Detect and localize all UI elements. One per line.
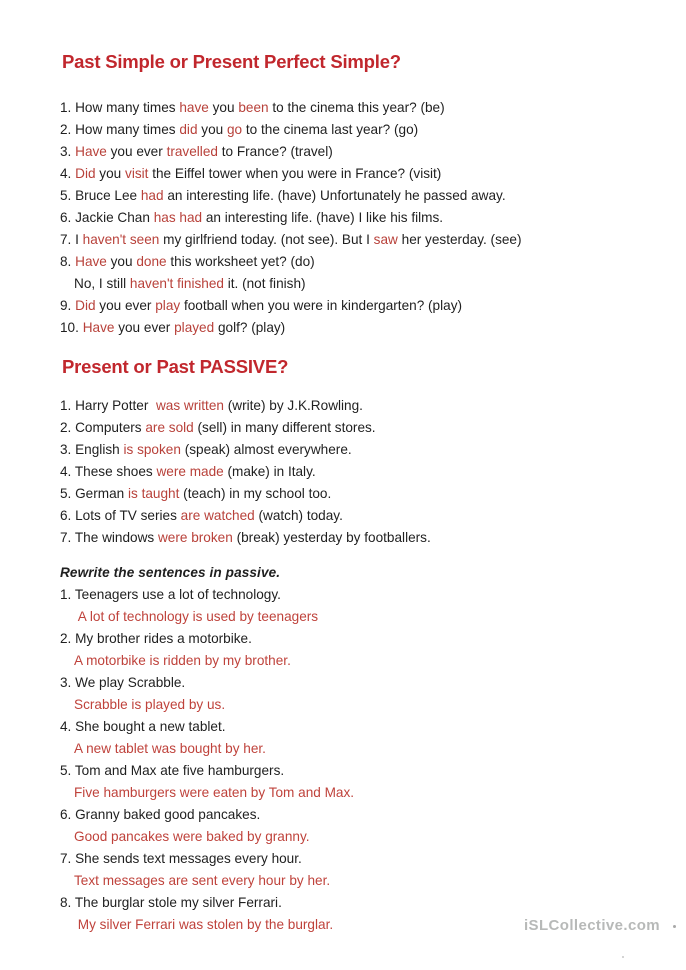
highlighted-word: Scrabble is played by us.: [74, 697, 226, 712]
exercise-line: [60, 119, 652, 141]
text-segment: you ever: [95, 298, 156, 313]
exercise-line: [60, 716, 652, 738]
text-segment: (sell) in many different stores.: [193, 420, 376, 435]
exercise-line: [60, 185, 652, 207]
exercise-line: [60, 505, 652, 527]
exercise-line: [60, 584, 652, 606]
text-segment: my girlfriend today. (not see). But I: [159, 232, 374, 247]
text-segment: 3.: [60, 144, 76, 159]
highlighted-word: Have: [82, 320, 115, 335]
text-segment: (write) by J.K.Rowling.: [223, 398, 363, 413]
highlighted-word: has had: [153, 210, 203, 225]
exercise-line: [60, 273, 652, 295]
text-segment: you ever: [114, 320, 175, 335]
text-segment: an interesting life. (have) I like his films.: [202, 210, 444, 225]
text-segment: (watch) today.: [254, 508, 343, 523]
highlighted-word: Five hamburgers were eaten by Tom and Max.: [74, 785, 355, 800]
highlighted-word: was written: [155, 398, 224, 413]
answer-line: [60, 738, 652, 760]
exercise-line: [60, 628, 652, 650]
highlighted-word: did: [179, 122, 198, 137]
text-segment: 2. Computers: [60, 420, 146, 435]
highlighted-word: is taught: [128, 486, 180, 501]
text-segment: football when you were in kindergarten? (play): [180, 298, 463, 313]
text-segment: 3. English: [60, 442, 124, 457]
highlighted-word: saw: [373, 232, 398, 247]
highlighted-word: Did: [75, 298, 96, 313]
highlighted-word: are watched: [180, 508, 255, 523]
text-segment: 2. How many times: [60, 122, 180, 137]
text-segment: (teach) in my school too.: [179, 486, 332, 501]
highlighted-word: go: [226, 122, 243, 137]
exercise-line: [60, 483, 652, 505]
highlighted-word: played: [174, 320, 215, 335]
answer-line: [60, 782, 652, 804]
exercise-line: [60, 439, 652, 461]
exercise-line: [60, 97, 652, 119]
highlighted-word: My silver Ferrari was stolen by the burglar.: [74, 917, 334, 932]
exercise-line: [60, 395, 652, 417]
exercise-line: [60, 295, 652, 317]
highlighted-word: Good pancakes were baked by granny.: [74, 829, 310, 844]
exercise-line: [60, 848, 652, 870]
text-segment: an interesting life. (have) Unfortunately he passed away.: [163, 188, 506, 203]
highlighted-word: travelled: [166, 144, 218, 159]
highlighted-word: done: [136, 254, 167, 269]
highlighted-word: had: [140, 188, 164, 203]
answer-line: [60, 870, 652, 892]
highlighted-word: were broken: [157, 530, 233, 545]
text-segment: 5. Bruce Lee: [60, 188, 141, 203]
highlighted-word: were made: [156, 464, 224, 479]
exercise-line: [60, 672, 652, 694]
exercise-line: [60, 804, 652, 826]
text-segment: (break) yesterday by footballers.: [232, 530, 431, 545]
text-segment: it. (not finish): [223, 276, 306, 291]
exercise-line: [60, 229, 652, 251]
text-segment: (make) in Italy.: [223, 464, 316, 479]
text-segment: her yesterday. (see): [397, 232, 522, 247]
highlighted-word: play: [155, 298, 181, 313]
text-segment: you ever: [106, 144, 167, 159]
exercise-line: [60, 207, 652, 229]
exercise-line: [60, 141, 652, 163]
text-segment: 5. Tom and Max ate five hamburgers.: [60, 763, 285, 778]
exercise-line: [60, 317, 652, 339]
exercise-line: [60, 417, 652, 439]
answer-line: [60, 606, 652, 628]
text-segment: 6. Granny baked good pancakes.: [60, 807, 261, 822]
text-segment: golf? (play): [214, 320, 286, 335]
highlighted-word: Have: [75, 144, 107, 159]
highlighted-word: been: [238, 100, 269, 115]
exercise-line: [60, 163, 652, 185]
speck-dot: [622, 956, 624, 958]
highlighted-word: Did: [75, 166, 96, 181]
text-segment: the Eiffel tower when you were in France? (visit): [148, 166, 442, 181]
section-passive-exercises: [60, 395, 652, 549]
text-segment: 8. The burglar stole my silver Ferrari.: [60, 895, 282, 910]
text-segment: 10.: [60, 320, 83, 335]
text-segment: you: [106, 254, 137, 269]
section-tense-exercises: [60, 97, 652, 339]
text-segment: to the cinema last year? (go): [242, 122, 419, 137]
highlighted-word: A lot of technology is used by teenagers: [74, 609, 319, 624]
text-segment: to the cinema this year? (be): [268, 100, 445, 115]
text-segment: 3. We play Scrabble.: [60, 675, 186, 690]
text-segment: 2. My brother rides a motorbike.: [60, 631, 252, 646]
text-segment: 5. German: [60, 486, 128, 501]
exercise-line: [60, 251, 652, 273]
answer-line: [60, 694, 652, 716]
exercise-line: [60, 892, 652, 914]
highlighted-word: visit: [125, 166, 149, 181]
exercise-line: [60, 461, 652, 483]
rewrite-instruction: Rewrite the sentences in passive.: [60, 565, 281, 580]
islcollective-watermark: iSLCollective.com: [523, 917, 660, 934]
text-segment: 4.: [60, 166, 76, 181]
speck-dot: [673, 925, 676, 928]
highlighted-word: have: [179, 100, 209, 115]
text-segment: you: [197, 122, 227, 137]
highlighted-word: haven't finished: [129, 276, 224, 291]
text-segment: 7. The windows: [60, 530, 158, 545]
highlighted-word: A new tablet was bought by her.: [74, 741, 266, 756]
text-segment: 1. Teenagers use a lot of technology.: [60, 587, 281, 602]
highlighted-word: Have: [75, 254, 107, 269]
answer-line: [60, 826, 652, 848]
exercise-line: [60, 760, 652, 782]
text-segment: you: [95, 166, 126, 181]
text-segment: 7. I: [60, 232, 83, 247]
section-passive-heading: Present or Past PASSIVE?: [62, 356, 289, 377]
text-segment: (speak) almost everywhere.: [180, 442, 352, 457]
section-rewrite-exercises: [60, 584, 652, 936]
text-segment: to France? (travel): [217, 144, 333, 159]
text-segment: you: [208, 100, 239, 115]
text-segment: 9.: [60, 298, 76, 313]
highlighted-word: is spoken: [123, 442, 181, 457]
text-segment: 8.: [60, 254, 76, 269]
highlighted-word: haven't seen: [82, 232, 160, 247]
text-segment: 7. She sends text messages every hour.: [60, 851, 302, 866]
text-segment: 6. Lots of TV series: [60, 508, 181, 523]
highlighted-word: are sold: [145, 420, 194, 435]
highlighted-word: Text messages are sent every hour by her.: [74, 873, 331, 888]
exercise-line: [60, 527, 652, 549]
text-segment: this worksheet yet? (do): [166, 254, 315, 269]
highlighted-word: A motorbike is ridden by my brother.: [74, 653, 291, 668]
text-segment: 1. Harry Potter: [60, 398, 156, 413]
text-segment: 1. How many times: [60, 100, 180, 115]
text-segment: 4. She bought a new tablet.: [60, 719, 226, 734]
answer-line: [60, 650, 652, 672]
text-segment: 4. These shoes: [60, 464, 157, 479]
text-segment: 6. Jackie Chan: [60, 210, 154, 225]
section-tense-heading: Past Simple or Present Perfect Simple?: [62, 51, 401, 72]
text-segment: No, I still: [74, 276, 130, 291]
